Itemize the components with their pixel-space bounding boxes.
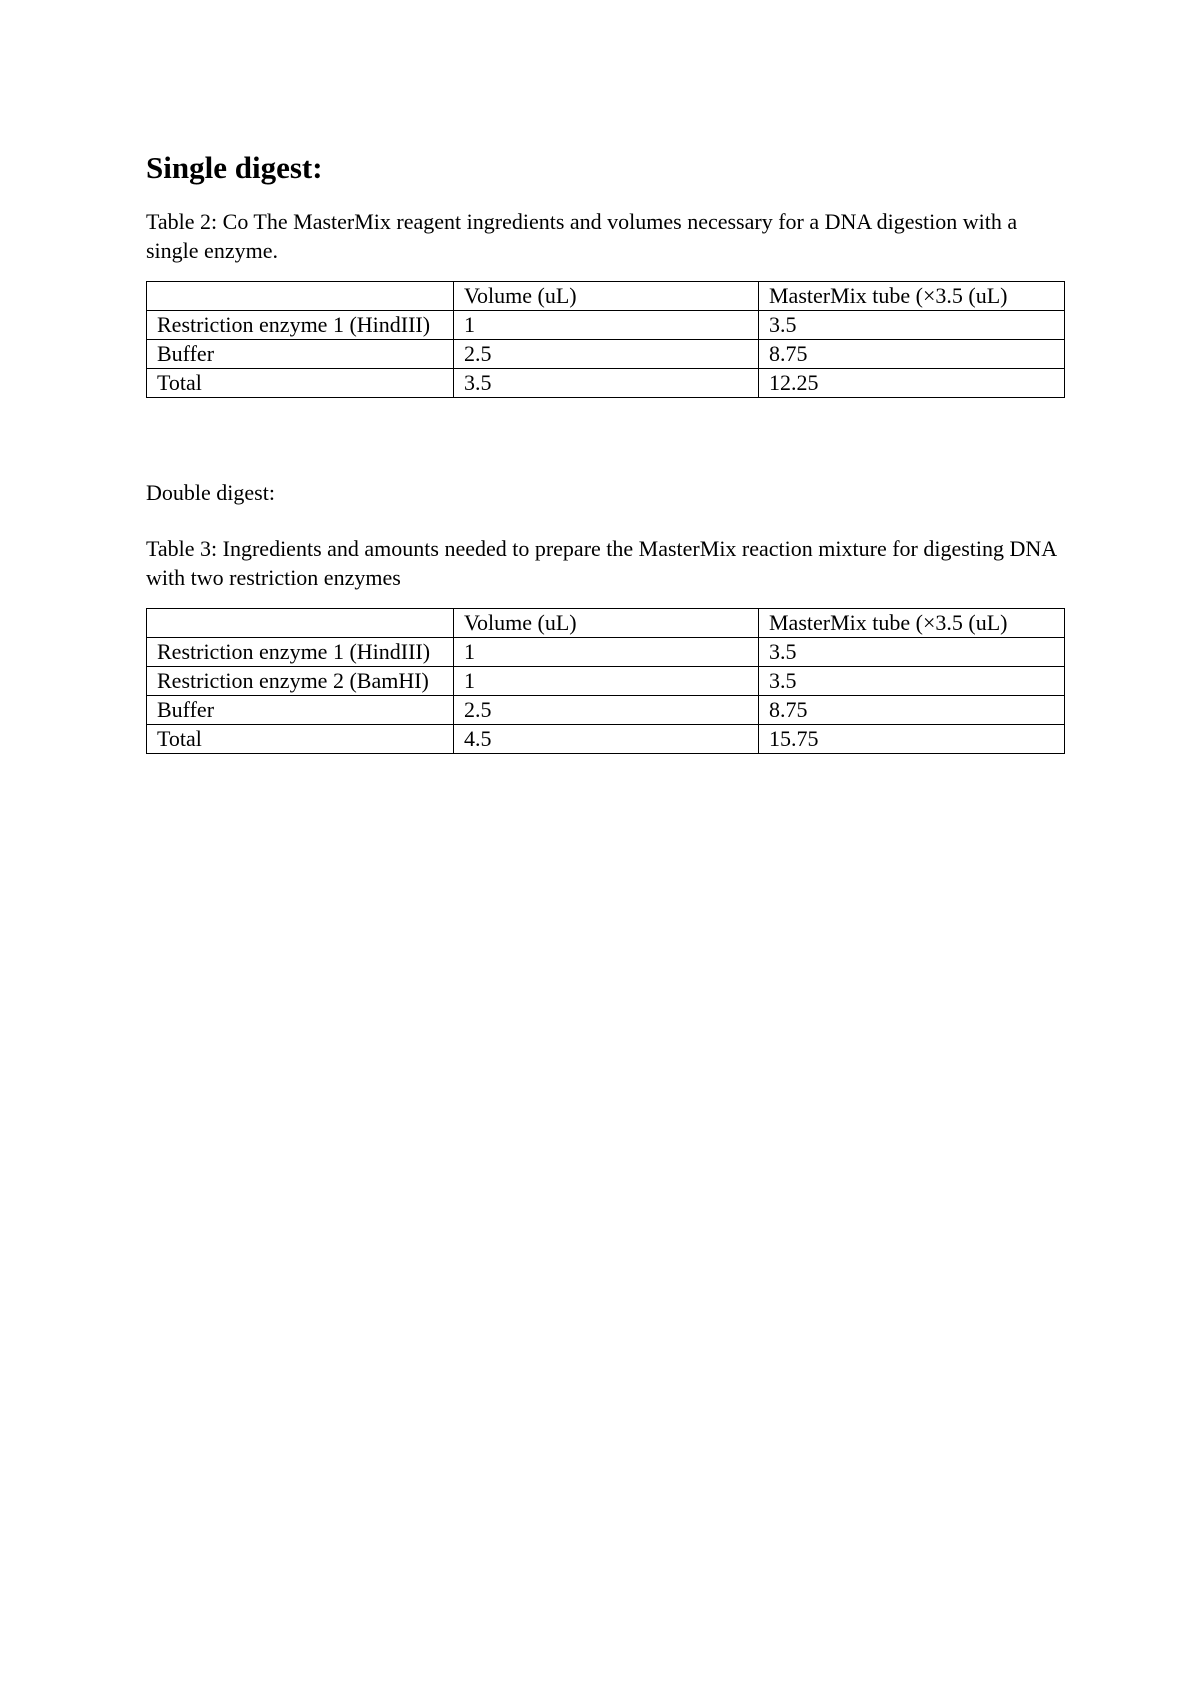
table-cell: 3.5 — [759, 667, 1065, 696]
table-2-caption: Table 2: Co The MasterMix reagent ingredients and volumes necessary for a DNA digestion with a single enzyme. — [146, 209, 1018, 263]
table-cell: 15.75 — [759, 725, 1065, 754]
table-row — [147, 369, 1065, 398]
table-cell: Buffer — [147, 696, 454, 725]
table-cell: 8.75 — [759, 340, 1065, 369]
document-page — [146, 140, 1066, 754]
single-digest-table — [146, 281, 1065, 398]
table-cell: 12.25 — [759, 369, 1065, 398]
header-cell: MasterMix tube (×3.5 (uL) — [759, 609, 1065, 638]
table-cell: 3.5 — [759, 311, 1065, 340]
table-cell: 1 — [454, 311, 759, 340]
table-cell: Total — [147, 369, 454, 398]
table-cell: 1 — [454, 638, 759, 667]
table-cell: Total — [147, 725, 454, 754]
header-cell — [147, 609, 454, 638]
table-3-caption: Table 3: Ingredients and amounts needed to prepare the MasterMix reaction mixture for digesting DNA with two restriction enzymes — [146, 536, 1056, 590]
table-cell: 8.75 — [759, 696, 1065, 725]
single-digest-heading: Single digest: — [146, 150, 323, 185]
table-header-row — [147, 609, 1065, 638]
header-cell — [147, 282, 454, 311]
table-cell: 3.5 — [759, 638, 1065, 667]
header-cell: Volume (uL) — [454, 282, 759, 311]
double-digest-heading: Double digest: — [146, 480, 275, 505]
table-cell: Restriction enzyme 2 (BamHI) — [147, 667, 454, 696]
table-row — [147, 696, 1065, 725]
table-cell: Restriction enzyme 1 (HindIII) — [147, 638, 454, 667]
table-header-row — [147, 282, 1065, 311]
double-digest-table — [146, 608, 1065, 754]
table-cell: Buffer — [147, 340, 454, 369]
table-row — [147, 638, 1065, 667]
table-cell: 4.5 — [454, 725, 759, 754]
table-row — [147, 667, 1065, 696]
header-cell: Volume (uL) — [454, 609, 759, 638]
table-cell: 3.5 — [454, 369, 759, 398]
table-cell: Restriction enzyme 1 (HindIII) — [147, 311, 454, 340]
table-row — [147, 311, 1065, 340]
table-cell: 1 — [454, 667, 759, 696]
table-row — [147, 340, 1065, 369]
header-cell: MasterMix tube (×3.5 (uL) — [759, 282, 1065, 311]
table-cell: 2.5 — [454, 696, 759, 725]
table-cell: 2.5 — [454, 340, 759, 369]
table-row — [147, 725, 1065, 754]
